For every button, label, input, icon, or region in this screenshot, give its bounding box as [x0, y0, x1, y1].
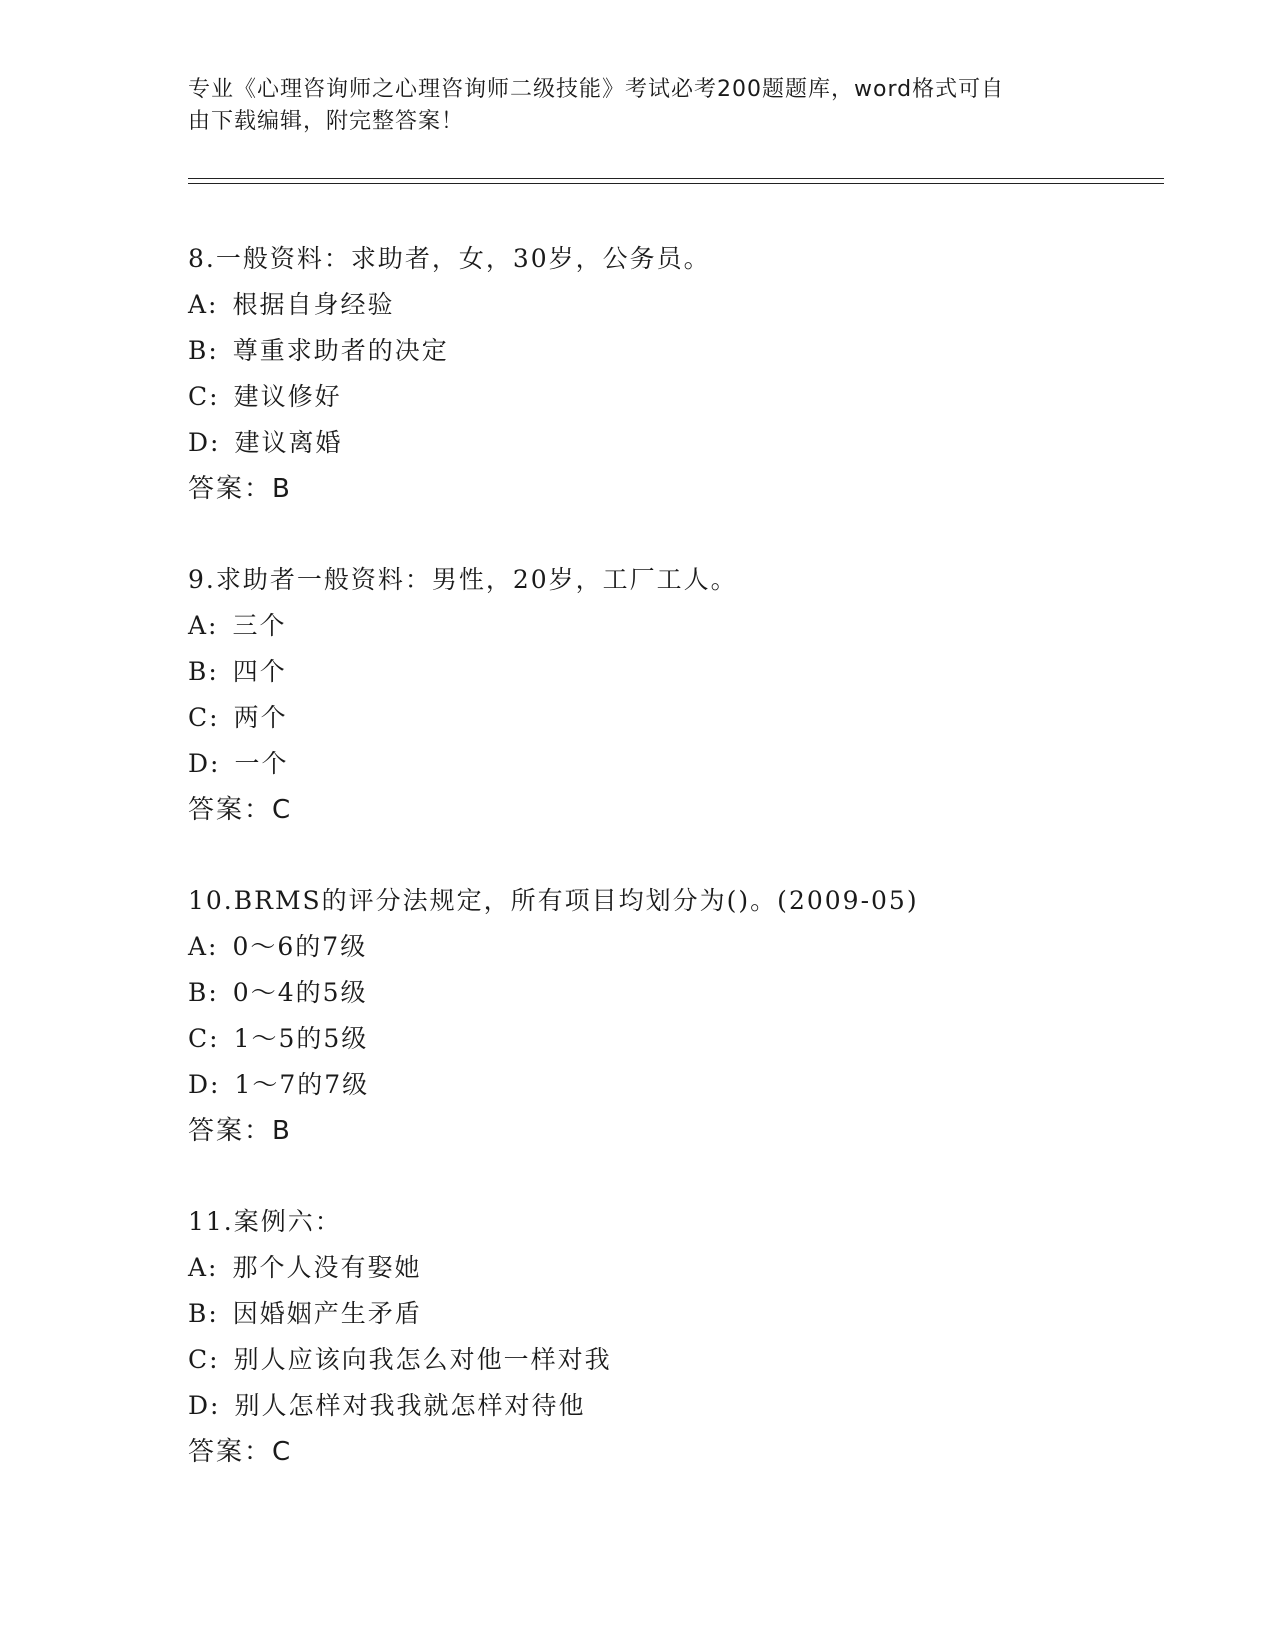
- option-b: [188, 1291, 1168, 1337]
- option-text: 建议离婚: [234, 428, 343, 457]
- option-d: [188, 741, 1168, 787]
- option-a: [188, 282, 1168, 328]
- option-key: D:: [188, 749, 221, 778]
- option-c: [188, 1337, 1168, 1383]
- option-text: 两个: [233, 703, 288, 732]
- intro-line-2: 由下载编辑，附完整答案！: [188, 109, 465, 134]
- option-key: B:: [188, 1299, 219, 1328]
- option-a: [188, 603, 1168, 649]
- option-key: A:: [188, 1253, 219, 1282]
- question-block: [188, 1199, 1168, 1475]
- question-block: [188, 557, 1168, 833]
- option-c: [188, 1016, 1168, 1062]
- option-text: 0～4的5级: [232, 978, 368, 1007]
- option-key: B:: [188, 336, 219, 365]
- option-key: C:: [188, 703, 220, 732]
- option-text: 三个: [232, 611, 287, 640]
- option-text: 一个: [234, 749, 289, 778]
- option-key: C:: [188, 1345, 220, 1374]
- option-b: [188, 328, 1168, 374]
- option-text: 0～6的7级: [232, 932, 368, 961]
- option-text: 别人怎样对我我就怎样对待他: [234, 1391, 586, 1420]
- answer-line: 答案：B: [188, 474, 292, 504]
- option-key: D:: [188, 1070, 221, 1099]
- option-a: [188, 1245, 1168, 1291]
- option-key: A:: [188, 290, 219, 319]
- option-key: B:: [188, 978, 219, 1007]
- option-d: [188, 420, 1168, 466]
- question-stem: 11.案例六：: [188, 1207, 342, 1236]
- option-b: [188, 970, 1168, 1016]
- option-text: 别人应该向我怎么对他一样对我: [233, 1345, 612, 1374]
- option-key: D:: [188, 1391, 221, 1420]
- option-a: [188, 924, 1168, 970]
- option-key: C:: [188, 382, 220, 411]
- header-divider-top: [188, 178, 1164, 179]
- question-block: [188, 878, 1168, 1154]
- option-text: 因婚姻产生矛盾: [232, 1299, 422, 1328]
- option-key: B:: [188, 657, 219, 686]
- answer-line: 答案：C: [188, 1437, 293, 1467]
- option-c: [188, 374, 1168, 420]
- option-d: [188, 1383, 1168, 1429]
- option-text: 那个人没有娶她: [232, 1253, 422, 1282]
- option-key: D:: [188, 428, 221, 457]
- intro-line-1: 专业《心理咨询师之心理咨询师二级技能》考试必考200题题库，word格式可自: [188, 77, 1005, 102]
- option-text: 1～7的7级: [234, 1070, 370, 1099]
- option-text: 1～5的5级: [233, 1024, 369, 1053]
- question-stem: 8.一般资料：求助者，女，30岁，公务员。: [188, 244, 711, 273]
- question-stem: 10.BRMS的评分法规定，所有项目均划分为()。(2009-05): [188, 886, 919, 915]
- answer-line: 答案：B: [188, 1116, 292, 1146]
- option-text: 尊重求助者的决定: [232, 336, 449, 365]
- option-text: 建议修好: [233, 382, 342, 411]
- header-divider-bottom: [188, 183, 1164, 184]
- option-c: [188, 695, 1168, 741]
- question-stem: 9.求助者一般资料：男性，20岁，工厂工人。: [188, 565, 738, 594]
- option-key: C:: [188, 1024, 220, 1053]
- option-b: [188, 649, 1168, 695]
- document-intro: [188, 74, 1068, 138]
- option-d: [188, 1062, 1168, 1108]
- question-block: [188, 236, 1168, 512]
- answer-line: 答案：C: [188, 795, 293, 825]
- option-text: 根据自身经验: [232, 290, 395, 319]
- option-text: 四个: [232, 657, 287, 686]
- option-key: A:: [188, 611, 219, 640]
- option-key: A:: [188, 932, 219, 961]
